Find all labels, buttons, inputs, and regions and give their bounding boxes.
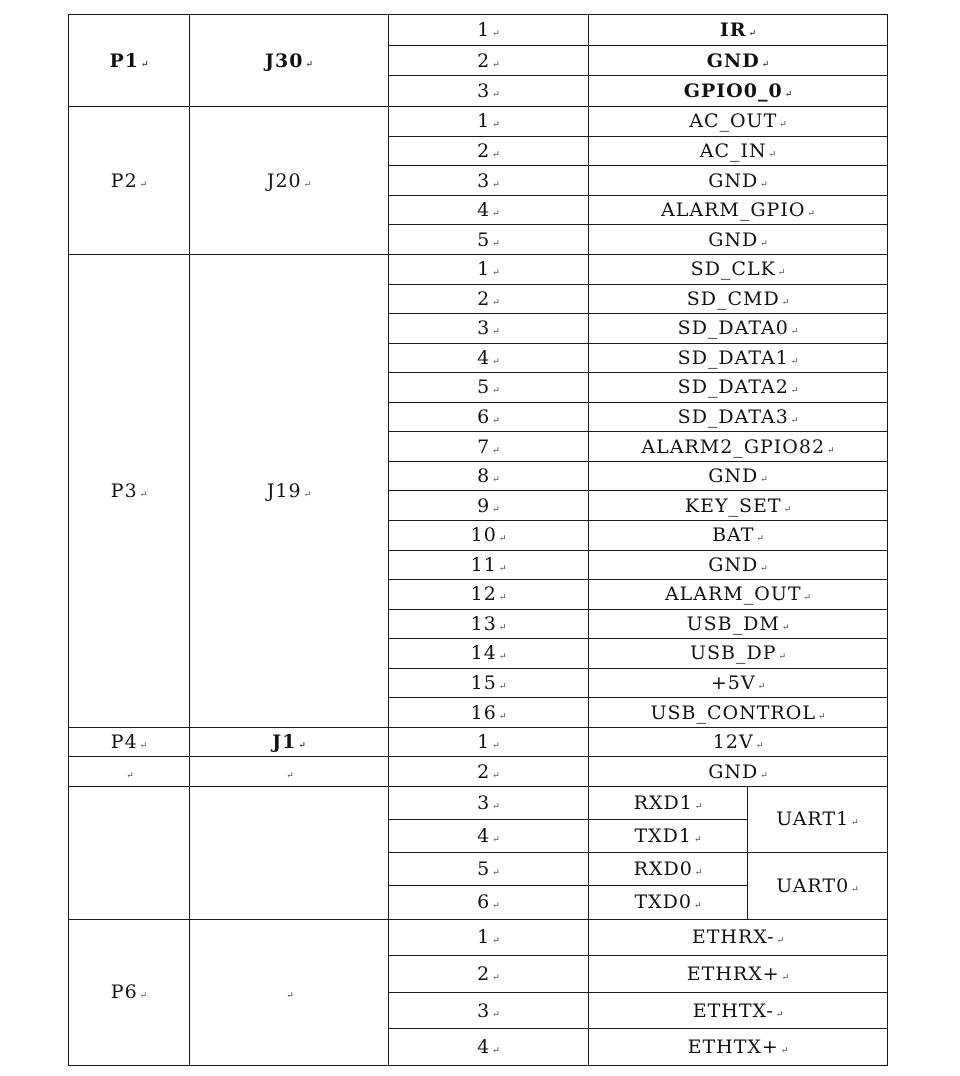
return-mark-icon: ↵	[851, 884, 859, 895]
return-mark-icon: ↵	[139, 991, 148, 1002]
pin-number-text: 2	[477, 49, 491, 72]
uart-signal-text: TXD0	[634, 891, 692, 914]
pin-number-text: 2	[477, 760, 491, 783]
return-mark-icon: ↵	[498, 681, 507, 692]
return-mark-icon: ↵	[807, 209, 815, 220]
return-mark-icon: ↵	[790, 356, 799, 367]
connector-label-empty	[190, 757, 389, 787]
return-mark-icon: ↵	[492, 868, 500, 879]
connector-label-empty	[190, 919, 389, 1065]
signal-name	[589, 727, 888, 757]
signal-name	[589, 580, 888, 610]
pin-number-text: 14	[470, 642, 497, 665]
signal-name-text: GND	[708, 465, 759, 488]
return-mark-icon: ↵	[760, 770, 768, 781]
return-mark-icon: ↵	[790, 416, 799, 427]
signal-name-text: GND	[708, 228, 759, 251]
pin-number	[389, 402, 589, 432]
signal-name	[589, 956, 888, 993]
pin-number-text: 4	[477, 346, 491, 369]
table-row	[69, 757, 888, 787]
return-mark-icon: ↵	[492, 1046, 500, 1057]
return-mark-icon: ↵	[790, 327, 799, 338]
port-label	[69, 919, 190, 1065]
port-label-empty	[69, 786, 190, 919]
return-mark-icon: ↵	[761, 59, 770, 70]
pin-number-text: 2	[477, 287, 491, 310]
pin-number-text: 5	[477, 228, 491, 251]
pin-number	[389, 15, 589, 46]
pin-number-text: 3	[477, 317, 491, 340]
pin-number	[389, 956, 589, 993]
uart-signal-text: TXD1	[634, 825, 692, 848]
pin-number-text: 5	[477, 376, 491, 399]
pin-number-text: 1	[477, 731, 491, 754]
uart-group-text: UART1	[776, 808, 850, 831]
pin-number-text: 12	[470, 583, 497, 606]
return-mark-icon: ↵	[498, 563, 507, 574]
signal-name-text: SD_DATA2	[677, 376, 789, 399]
port-label-text: P6	[110, 981, 138, 1004]
signal-name	[589, 402, 888, 432]
return-mark-icon: ↵	[757, 681, 766, 692]
return-mark-icon: ↵	[817, 711, 826, 722]
pin-number-text: 6	[477, 406, 491, 429]
pin-number	[389, 107, 589, 137]
pin-number	[389, 550, 589, 580]
return-mark-icon: ↵	[776, 936, 785, 947]
pin-number-text: 1	[477, 110, 491, 133]
signal-name-text: SD_CMD	[686, 287, 780, 310]
signal-name-text: KEY_SET	[684, 494, 782, 517]
return-mark-icon: ↵	[492, 835, 500, 846]
pin-number-text: 1	[477, 258, 491, 281]
table-row	[69, 919, 888, 956]
return-mark-icon: ↵	[492, 327, 500, 338]
return-mark-icon: ↵	[498, 711, 507, 722]
pin-number	[389, 76, 589, 107]
pin-number-text: 3	[477, 80, 491, 103]
return-mark-icon: ↵	[755, 741, 764, 752]
signal-name-text: ETHTX+	[687, 1036, 779, 1059]
pin-number	[389, 992, 589, 1029]
uart-group	[748, 786, 888, 852]
pin-number	[389, 819, 589, 852]
uart-signal-text: RXD1	[633, 791, 693, 814]
pin-number-text: 2	[477, 139, 491, 162]
signal-name	[589, 992, 888, 1029]
pin-number-text: 1	[477, 18, 491, 41]
signal-name	[589, 166, 888, 196]
return-mark-icon: ↵	[492, 475, 500, 486]
signal-name-text: ETHRX-	[691, 926, 775, 949]
pin-number	[389, 609, 589, 639]
return-mark-icon: ↵	[286, 770, 294, 781]
return-mark-icon: ↵	[139, 179, 148, 190]
return-mark-icon: ↵	[492, 120, 500, 131]
uart-signal	[589, 786, 748, 819]
return-mark-icon: ↵	[498, 622, 507, 633]
signal-name	[589, 520, 888, 550]
signal-name	[589, 225, 888, 255]
signal-name	[589, 15, 888, 46]
return-mark-icon: ↵	[498, 652, 507, 663]
uart-signal-text: RXD0	[633, 858, 693, 881]
return-mark-icon: ↵	[827, 445, 835, 456]
return-mark-icon: ↵	[851, 818, 859, 829]
return-mark-icon: ↵	[693, 835, 702, 846]
return-mark-icon: ↵	[748, 28, 757, 39]
signal-name-text: +5V	[710, 671, 756, 694]
signal-name-text: ETHRX+	[686, 962, 780, 985]
signal-name	[589, 284, 888, 314]
connector-label-text: J30	[265, 49, 304, 72]
pin-number	[389, 727, 589, 757]
pin-number-text: 2	[477, 962, 491, 985]
return-mark-icon: ↵	[492, 1009, 500, 1020]
return-mark-icon: ↵	[780, 1046, 789, 1057]
return-mark-icon: ↵	[492, 179, 500, 190]
return-mark-icon: ↵	[779, 120, 787, 131]
port-label	[69, 107, 190, 255]
signal-name	[589, 136, 888, 166]
return-mark-icon: ↵	[492, 268, 500, 279]
pin-number-text: 5	[477, 858, 491, 881]
return-mark-icon: ↵	[126, 770, 134, 781]
uart-signal	[589, 853, 748, 886]
signal-name-text: IR	[719, 18, 747, 41]
connector-label-text: J19	[266, 479, 302, 502]
return-mark-icon: ↵	[693, 901, 702, 912]
pin-number-text: 1	[477, 926, 491, 949]
signal-name	[589, 76, 888, 107]
return-mark-icon: ↵	[139, 741, 148, 752]
signal-name	[589, 373, 888, 403]
return-mark-icon: ↵	[492, 386, 500, 397]
uart-group	[748, 853, 888, 919]
return-mark-icon: ↵	[781, 622, 790, 633]
pin-number	[389, 195, 589, 225]
pin-number	[389, 166, 589, 196]
connector-label-text: J1	[272, 731, 297, 754]
return-mark-icon: ↵	[781, 297, 790, 308]
return-mark-icon: ↵	[492, 972, 500, 983]
signal-name	[589, 919, 888, 956]
return-mark-icon: ↵	[498, 593, 507, 604]
uart-group-text: UART0	[776, 874, 850, 897]
signal-name-text: USB_DP	[689, 642, 777, 665]
signal-name-text: BAT	[712, 524, 755, 547]
pin-number-text: 4	[477, 1036, 491, 1059]
return-mark-icon: ↵	[492, 801, 500, 812]
table-row	[69, 255, 888, 285]
connector-label	[190, 107, 389, 255]
return-mark-icon: ↵	[492, 59, 500, 70]
pin-number	[389, 580, 589, 610]
return-mark-icon: ↵	[492, 901, 500, 912]
signal-name-text: GPIO0_0	[683, 80, 783, 103]
return-mark-icon: ↵	[492, 238, 500, 249]
signal-name	[589, 195, 888, 225]
return-mark-icon: ↵	[286, 991, 294, 1002]
signal-name	[589, 757, 888, 787]
return-mark-icon: ↵	[760, 475, 768, 486]
pin-number-text: 16	[470, 701, 497, 724]
return-mark-icon: ↵	[492, 504, 500, 515]
return-mark-icon: ↵	[492, 90, 500, 101]
signal-name	[589, 432, 888, 462]
pin-number-text: 3	[477, 791, 491, 814]
uart-signal	[589, 886, 748, 919]
pin-number-text: 15	[470, 671, 497, 694]
pin-number	[389, 1029, 589, 1066]
return-mark-icon: ↵	[498, 534, 507, 545]
return-mark-icon: ↵	[694, 801, 703, 812]
pin-number	[389, 432, 589, 462]
pin-number	[389, 491, 589, 521]
return-mark-icon: ↵	[760, 563, 768, 574]
return-mark-icon: ↵	[694, 868, 703, 879]
signal-name-text: GND	[708, 760, 759, 783]
pin-number-text: 9	[477, 494, 491, 517]
pin-number	[389, 373, 589, 403]
return-mark-icon: ↵	[492, 209, 500, 220]
return-mark-icon: ↵	[140, 59, 149, 70]
table-row	[69, 15, 888, 46]
signal-name	[589, 255, 888, 285]
table-row	[69, 786, 888, 819]
port-label-text: P2	[110, 169, 138, 192]
signal-name-text: GND	[706, 49, 760, 72]
return-mark-icon: ↵	[298, 741, 306, 752]
signal-name-text: ALARM2_GPIO82	[641, 435, 826, 458]
signal-name-text: USB_DM	[686, 612, 780, 635]
return-mark-icon: ↵	[303, 179, 312, 190]
signal-name-text: 12V	[712, 731, 754, 754]
return-mark-icon: ↵	[139, 489, 148, 500]
signal-name	[589, 698, 888, 728]
port-label-text: P4	[110, 731, 138, 754]
pin-number	[389, 698, 589, 728]
signal-name-text: SD_DATA3	[677, 406, 789, 429]
return-mark-icon: ↵	[492, 416, 500, 427]
signal-name-text: USB_CONTROL	[650, 701, 816, 724]
pin-number	[389, 45, 589, 76]
pin-number	[389, 343, 589, 373]
signal-name-text: AC_OUT	[689, 110, 778, 133]
signal-name	[589, 107, 888, 137]
pin-number	[389, 639, 589, 669]
signal-name-text: ETHTX-	[692, 999, 774, 1022]
pin-number-text: 3	[477, 169, 491, 192]
pin-number	[389, 136, 589, 166]
return-mark-icon: ↵	[790, 386, 799, 397]
pin-number-text: 4	[477, 825, 491, 848]
return-mark-icon: ↵	[768, 149, 777, 160]
connector-label	[190, 727, 389, 757]
signal-name	[589, 461, 888, 491]
signal-name-text: AC_IN	[699, 139, 767, 162]
return-mark-icon: ↵	[778, 652, 787, 663]
pin-number-text: 11	[470, 553, 497, 576]
return-mark-icon: ↵	[760, 179, 768, 190]
connector-label	[190, 15, 389, 107]
pin-number	[389, 225, 589, 255]
table-row	[69, 727, 888, 757]
pin-number	[389, 919, 589, 956]
signal-name	[589, 491, 888, 521]
return-mark-icon: ↵	[784, 90, 793, 101]
connector-label-empty	[190, 786, 389, 919]
pin-number	[389, 284, 589, 314]
return-mark-icon: ↵	[777, 268, 786, 279]
signal-name-text: ALARM_OUT	[664, 583, 802, 606]
signal-name-text: GND	[708, 553, 759, 576]
pin-number-text: 13	[470, 612, 497, 635]
return-mark-icon: ↵	[775, 1009, 784, 1020]
return-mark-icon: ↵	[760, 238, 768, 249]
signal-name	[589, 639, 888, 669]
pin-number	[389, 757, 589, 787]
table-row	[69, 107, 888, 137]
port-label	[69, 255, 190, 728]
return-mark-icon: ↵	[492, 445, 500, 456]
pin-number-text: 8	[477, 465, 491, 488]
port-label-text: P3	[110, 479, 138, 502]
return-mark-icon: ↵	[756, 534, 764, 545]
pin-number	[389, 255, 589, 285]
return-mark-icon: ↵	[492, 741, 500, 752]
pin-number	[389, 853, 589, 886]
pin-number	[389, 314, 589, 344]
pin-number-text: 3	[477, 999, 491, 1022]
return-mark-icon: ↵	[492, 356, 500, 367]
signal-name-text: SD_CLK	[690, 258, 776, 281]
return-mark-icon: ↵	[492, 28, 500, 39]
signal-name	[589, 1029, 888, 1066]
pin-number-text: 4	[477, 199, 491, 222]
signal-name	[589, 314, 888, 344]
return-mark-icon: ↵	[783, 504, 792, 515]
connector-label-text: J20	[266, 169, 302, 192]
pin-definition-table	[68, 14, 888, 1066]
pin-number	[389, 786, 589, 819]
return-mark-icon: ↵	[803, 593, 812, 604]
port-label-text: P1	[109, 49, 139, 72]
pin-number	[389, 520, 589, 550]
pin-number-text: 6	[477, 891, 491, 914]
port-label-empty	[69, 757, 190, 787]
connector-label	[190, 255, 389, 728]
signal-name-text: GND	[708, 169, 759, 192]
return-mark-icon: ↵	[492, 770, 500, 781]
signal-name	[589, 668, 888, 698]
uart-signal	[589, 819, 748, 852]
port-label	[69, 727, 190, 757]
signal-name-text: SD_DATA1	[677, 346, 789, 369]
pin-number-text: 10	[470, 524, 497, 547]
return-mark-icon: ↵	[492, 936, 500, 947]
pin-number	[389, 668, 589, 698]
port-label	[69, 15, 190, 107]
return-mark-icon: ↵	[303, 489, 312, 500]
pin-number	[389, 461, 589, 491]
return-mark-icon: ↵	[781, 972, 790, 983]
signal-name	[589, 550, 888, 580]
signal-name	[589, 609, 888, 639]
signal-name-text: ALARM_GPIO	[661, 199, 806, 222]
signal-name	[589, 45, 888, 76]
return-mark-icon: ↵	[492, 297, 500, 308]
return-mark-icon: ↵	[492, 149, 500, 160]
return-mark-icon: ↵	[305, 59, 313, 70]
signal-name	[589, 343, 888, 373]
pin-number-text: 7	[477, 435, 491, 458]
pin-number	[389, 886, 589, 919]
signal-name-text: SD_DATA0	[677, 317, 789, 340]
